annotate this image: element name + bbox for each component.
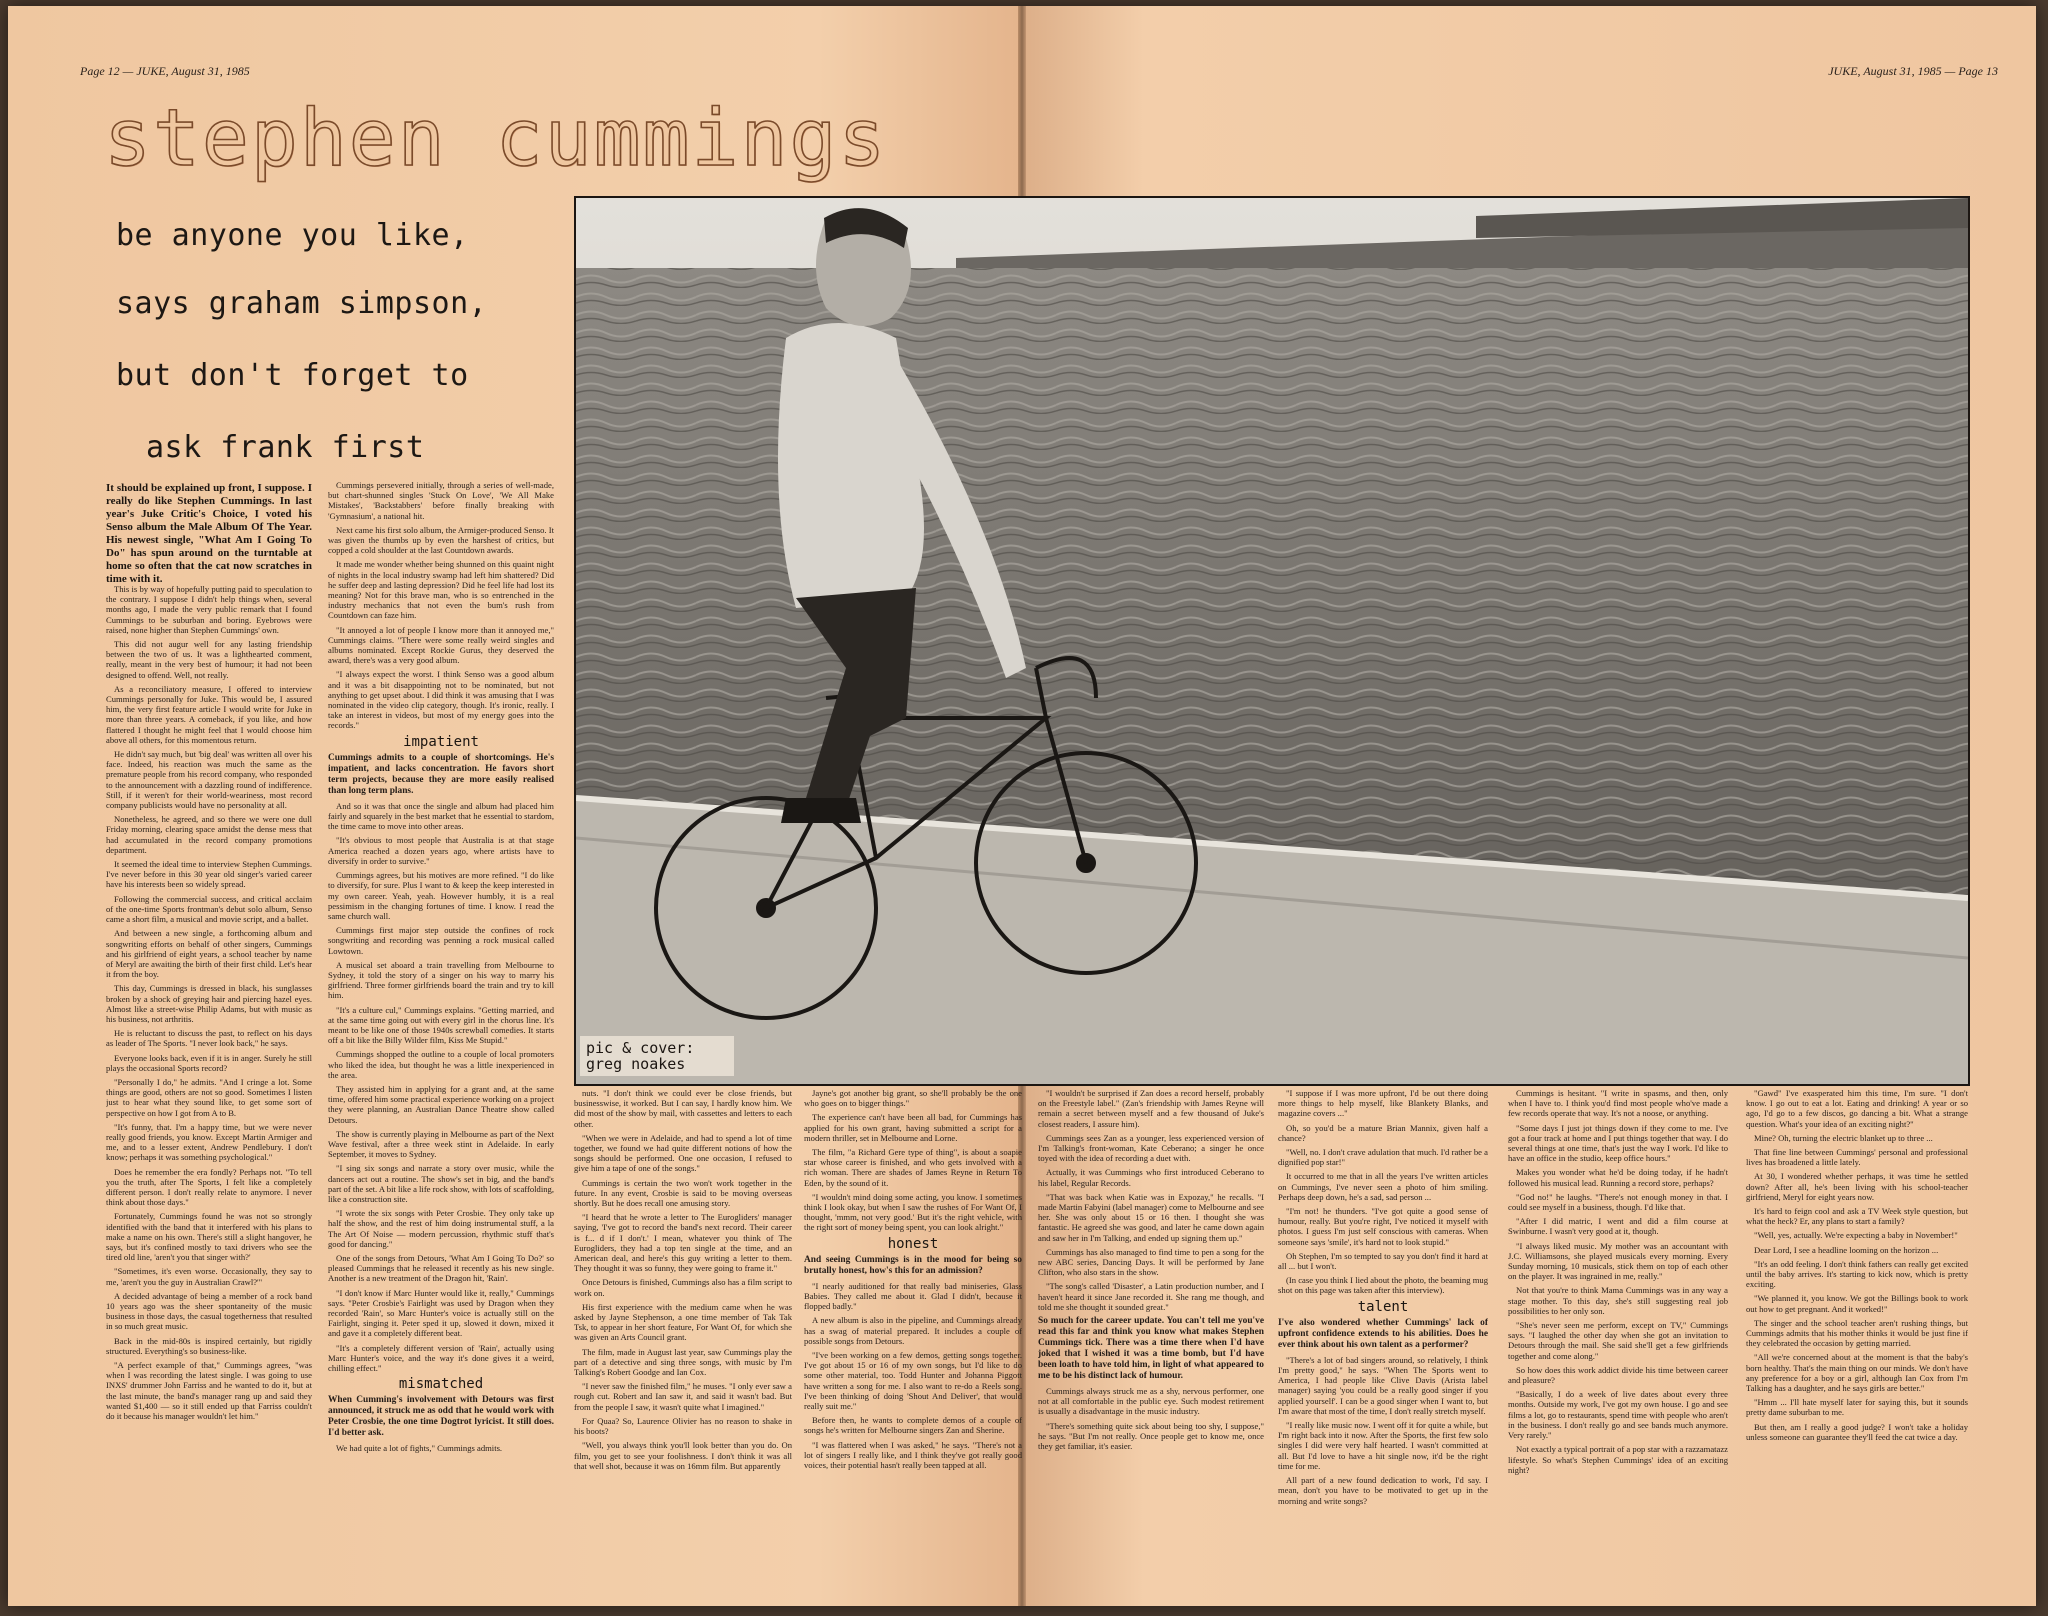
paragraph: Before then, he wants to complete demos of a couple of songs he's written for Melbourne singers Zan and Sherine. [804, 1415, 1022, 1436]
paragraph: "After I did matric, I went and did a film course at Swinburne. I wasn't very good at it, though. [1508, 1216, 1728, 1237]
paragraph: "Well, you always think you'll look better than you do. On film, you get to see your foolishness. I don't think it was all that well shot, because it was on 16mm film. But apparently [574, 1440, 792, 1471]
paragraph: Cummings shopped the outline to a couple of local promoters who liked the idea, but thought he was a little inexperienced in the area. [328, 1049, 554, 1080]
section-heading-honest: honest [887, 1235, 939, 1252]
dek-talent: I've also wondered whether Cummings' lack of upfront confidence extends to his abilities. Does he ever think about his own talent as a performer? [1278, 1317, 1488, 1350]
paragraph: Fortunately, Cummings found he was not so strongly identified with the band that it interfered with his plans to make a name on his own. There's still a slight hangover, he says, but it's confined mostly to taxi drivers who see the tired old line, 'aren't you that singer with?' [106, 1211, 312, 1263]
paragraph: He didn't say much, but 'big deal' was written all over his face. Indeed, his reaction was much the same as the premature people from his record company, who responded to the announcement with a dazzling round of indifference. Still, if it weren't for their world-weariness, most record company publicists would have no personality at all. [106, 749, 312, 811]
paragraph: "There's something quite sick about being too shy, I suppose," he says. "But I'm not really. Once people get to know me, once they get familiar, it's easier. [1038, 1420, 1264, 1452]
paragraph: For Quaa? So, Laurence Olivier has no reason to shake in his boots? [574, 1415, 792, 1437]
paragraph: Cummings first major step outside the confines of rock songwriting and recording was penning a rock musical called Lowtown. [328, 925, 554, 956]
paragraph: We had quite a lot of fights," Cummings admits. [336, 1443, 503, 1454]
paragraph: Back in the mid-80s is inspired certainly, but rigidly structured. Everything's so business-like. [106, 1335, 312, 1356]
paragraph: They assisted him in applying for a grant and, at the same time, offered him some practical experience working on a project they were planning, an Australian Dance Theatre show called Detours. [328, 1083, 554, 1125]
article-column-2 [328, 480, 554, 1590]
paragraph: His first experience with the medium came when he was asked by Jayne Stephenson, a one time member of Tak Tak Tsk, to appear in her short feature, For Want Of, for which she was given an Arts Council grant. [574, 1301, 792, 1343]
article-column-7 [1508, 1088, 1728, 1588]
dek-mismatched: When Cumming's involvement with Detours was first announced, it struck me as odd that he would work with Peter Crosbie, the one time Dogtrot lyricist. It still does. I'd better ask. [328, 1395, 554, 1439]
paragraph: But then, am I really a good judge? I won't take a holiday unless someone can guarantee they'll feed the cat twice a day. [1746, 1421, 1968, 1442]
paragraph: The film, "a Richard Gere type of thing", is about a soapie star whose career is finished, and who gets involved with a rich woman. There are shades of James Reyne in Return To Eden, by the sound of it. [804, 1147, 1022, 1188]
paragraph: nuts. "I don't think we could ever be close friends, but businesswise, it worked. But I can say, I hardly know him. We did most of the show by mail, with cassettes and letters to each other. [574, 1088, 792, 1129]
paragraph: Oh, so you'd be a mature Brian Mannix, given half a chance? [1278, 1122, 1488, 1143]
paragraph: Jayne's got another big grant, so she'll probably be the one who goes on to bigger things." [804, 1088, 1022, 1109]
paragraph: "I nearly auditioned for that really bad miniseries, Glass Babies. They called me about it. Glad I didn't, because it flopped badly." [804, 1280, 1022, 1312]
paragraph: "I always liked music. My mother was an accountant with J.C. Williamsons, she played musicals every morning. Every Sunday morning, 10 musicals, stick them on top of each other on the player. It was ingrained in me, really." [1508, 1240, 1728, 1282]
paragraph: "All we're concerned about at the moment is that the baby's born healthy. That's the main thing on our minds. We don't have any preference for a boy or a girl, although Ian Cox from I'm Talking has a daughter, and he says girls are better." [1746, 1352, 1968, 1394]
paragraph: Cummings agrees, but his motives are more refined. "I do like to diversify, for sure. Plus I want to & keep the keep interested in my own career. Yeah, yeah. However humbly, it is a real pessimism in the changing fortunes of time. I know. I read the same church wall. [328, 870, 554, 921]
subhead-line-1: be anyone you like, [116, 218, 469, 253]
subhead-line-4: ask frank first [146, 430, 425, 465]
paragraph: "A perfect example of that," Cummings agrees, "was when I was recording the latest single. I was going to use INXS' drummer John Farriss and he wanted to do it, but at the last minute, the band's manager rang up and said they wanted $1,400 — so it still ended up that Farriss couldn't do it because his manager wouldn't let him." [106, 1360, 312, 1422]
paragraph: Cummings sees Zan as a younger, less experienced version of I'm Talking's front-woman, Kate Ceberano; a singer he once toyed with the idea of recording a duet with. [1038, 1132, 1264, 1164]
paragraph: All part of a new found dedication to work, I'd say. I mean, don't you have to be motivated to get up in the morning and write songs? [1278, 1475, 1488, 1506]
paragraph: A new album is also in the pipeline, and Cummings already has a swag of material prepared. It includes a couple of possible songs from Detours. [804, 1315, 1022, 1346]
paragraph: "It's funny, that. I'm a happy time, but we were never really good friends, you know. Except Martin Armiger and me, and to a lesser extent, Andrew Pendlebury. I don't know; perhaps it was something psychological." [106, 1121, 312, 1163]
paragraph: Dear Lord, I see a headline looming on the horizon ... [1754, 1244, 1939, 1255]
paragraph: At 30, I wondered whether perhaps, it was time he settled down? After all, he's been living with his school-teacher girlfriend, Meryl for eight years now. [1746, 1171, 1968, 1202]
paragraph: Cummings always struck me as a shy, nervous performer, one not at all comfortable in the public eye. Such modest retirement is usually a disadvantage in the music industry. [1038, 1386, 1264, 1417]
headline: stephen cummings [104, 94, 888, 184]
paragraph: As a reconciliatory measure, I offered to interview Cummings personally for Juke. This would be, I assured him, the very first feature article I would write for Juke in more than three years. A comeback, if you like, and how flattered I thought he might feel that I would choose him above all others, for this momentous return. [106, 683, 312, 745]
paragraph: "I suppose if I was more upfront, I'd be out there doing more things to help myself, like Blankety Blanks, and magazine covers ..." [1278, 1088, 1488, 1119]
article-column-8 [1746, 1088, 1968, 1588]
paragraph: Cummings persevered initially, through a series of well-made, but chart-shunned singles 'Stuck On Love', 'We All Make Mistakes', 'Backstabbers' before finally breaking with 'Gymnasium', a national hit. [328, 480, 554, 521]
paragraph: "I never saw the finished film," he muses. "I only ever saw a rough cut. Robert and Ian saw it, and said it wasn't bad. But from the people I saw, it wasn't quite what I imagined." [574, 1381, 792, 1412]
paragraph: Mine? Oh, turning the electric blanket up to three ... [1754, 1132, 1933, 1143]
paragraph: "It's obvious to most people that Australia is at that stage America reached a dozen years ago, where artists have to diversify in order to survive." [328, 835, 554, 866]
cover-photo [574, 196, 1970, 1086]
paragraph: A musical set aboard a train travelling from Melbourne to Sydney, it told the story of a singer on his way to marry his girlfriend. Three former girlfriends board the train and try to kill him. [328, 959, 554, 1001]
paragraph: The film, made in August last year, saw Cummings play the part of a detective and sing three songs, with music by I'm Talking's Robert Goodge and Ian Cox. [574, 1346, 792, 1378]
paragraph: "That was back when Katie was in Expozay," he recalls. "I made Martin Fabyini (label manager) come to Melbourne and see her. She was only about 15 or 16 then. I thought she was fantastic. He agreed she was good, and later he came down again and saw her in I'm Talking, and ended up signing them up." [1038, 1191, 1264, 1243]
paragraph: So how does this work addict divide his time between career and pleasure? [1508, 1364, 1728, 1386]
article-column-3 [574, 1088, 792, 1588]
paragraph: "I'm not! he thunders. "I've got quite a good sense of humour, really. But you're right, I've noticed it myself with photos. I guess I'm just self conscious with cameras. When someone says 'smile', it's hard not to look stupid." [1278, 1206, 1488, 1247]
paragraph: Next came his first solo album, the Armiger-produced Senso. It was given the thumbs up by even the harshest of critics, but copped a cold shoulder at the last Countdown awards. [328, 524, 554, 556]
paragraph: Cummings is hesitant. "I write in spasms, and then, only when I have to. I think you'd find most people who've made a few records operate that way. It's not a noose, or anything. [1508, 1088, 1728, 1119]
paragraph: Cummings is certain the two won't work together in the future. In any event, Crosbie is said to be moving overseas shortly. But he does recall one amusing story. [574, 1177, 792, 1209]
newspaper-spread [8, 6, 2036, 1606]
paragraph: That fine line between Cummings' personal and professional lives has broadened a little lately. [1746, 1147, 1968, 1168]
paragraph: "When we were in Adelaide, and had to spend a lot of time together, we found we had quite different notions of how the songs should be performed. One one occasion, I refused to give him a tape of one of the songs." [574, 1132, 792, 1174]
credit-line-2: greg noakes [586, 1055, 686, 1073]
paragraph: "I really like music now. I went off it for quite a while, but I'm right back into it now. After the Sports, the first few solo singles I did were very half hearted. I wasn't committed at all. But I'd love to have a hit single now, it'd be the right time for me. [1278, 1420, 1488, 1471]
paragraph: (In case you think I lied about the photo, the beaming mug shot on this page was taken after this interview). [1278, 1275, 1488, 1296]
paragraph: A decided advantage of being a member of a rock band 10 years ago was the sheer spontaneity of the music business in those days, the casual togetherness that resulted in so much great music. [106, 1290, 312, 1332]
paragraph: "It's an odd feeling. I don't think fathers can really get excited until the baby arrives. It's starting to kick now, which is pretty exciting. [1746, 1258, 1968, 1290]
article-column-4 [804, 1088, 1022, 1588]
paragraph: The show is currently playing in Melbourne as part of the Next Wave festival, after a three week stint in Adelaide. In early September, it moves to Sydney. [328, 1128, 554, 1160]
paragraph: It occurred to me that in all the years I've written articles on Cummings, I've never seen a photo of him smiling. Perhaps deep down, he's a sad, sad person ... [1278, 1171, 1488, 1202]
paragraph: "I sing six songs and narrate a story over music, while the dancers act out a routine. The show's set in big, and the band's part of the set. A bit like a life rock show, with lots of scaffolding, like a construction site. [328, 1163, 554, 1204]
paragraph: Oh Stephen, I'm so tempted to say you don't find it hard at all ... but I won't. [1278, 1250, 1488, 1272]
paragraph: "I've been working on a few demos, getting songs together. I've got about 15 or 16 of my own songs, but I'd like to do some other material, too. Todd Hunter and Johanna Piggott have written a song for me. I also want to re-do a Reels song. I've been thinking of doing 'Shout And Deliver', that would really suit me." [804, 1350, 1022, 1412]
paragraph: "Well, no. I don't crave adulation that much. I'd rather be a dignified pop star!" [1278, 1147, 1488, 1168]
paragraph: Makes you wonder what he'd be doing today, if he hadn't followed his musical lead. Running a record store, perhaps? [1508, 1167, 1728, 1188]
paragraph: "She's never seen me perform, except on TV," Cummings says. "I laughed the other day when she got an invitation to Detours through the mail. She said she'll get a few girlfriends together and come along." [1508, 1320, 1728, 1361]
paragraph: "I wrote the six songs with Peter Crosbie. They only take up half the show, and the rest of him doing instrumental stuff, a la The Art Of Noise — modern percussion, rhythmic stuff that's good for dancing." [328, 1208, 554, 1249]
dek-impatient: Cummings admits to a couple of shortcomings. He's impatient, and lacks concentration. He favors short term projects, because they are more easily realised than long term plans. [328, 752, 554, 796]
paragraph: Once Detours is finished, Cummings also has a film script to work on. [574, 1277, 792, 1298]
paragraph: This is by way of hopefully putting paid to speculation to the contrary. I suppose I didn't help things when, several months ago, I made the very public remark that I found Cummings to be suburban and boring. Eyebrows were raised, none higher than Stephen Cummings' own. [106, 584, 312, 635]
dek-career-update: So much for the career update. You can't tell me you've read this far and think you know what makes Stephen Cummings tick. There was a time there when I'd have joked that I wished it was a time bomb, but I'd have been loath to have told him, in light of what appeared to me to be his distinct lack of humour. [1038, 1316, 1264, 1382]
paragraph: It made me wonder whether being shunned on this quaint night of nights in the local industry swamp had left him shattered? Did he suffer deep and lasting depression? Did he feel life had lost its meaning? Not for this brave man, who is so entrenched in the industry mechanics that not even the bum's rush from Countdown can faze him. [328, 559, 554, 621]
paragraph: "The song's called 'Disaster', a Latin production number, and I haven't heard it since Jane recorded it. She rang me though, and told me she thought it sounded great." [1038, 1281, 1264, 1312]
paragraph: "I always expect the worst. I think Senso was a good album and it was a bit disappointing not to be nominated, but not anything to get upset about. I did think it was amusing that I was nominated in the video clip category, though. It's ironic, really. I take an interest in videos, but most of my energy goes into the records." [328, 669, 554, 731]
paragraph: It seemed the ideal time to interview Stephen Cummings. I've never before in this 30 year old singer's varied career have his interests been so widely spread. [106, 859, 312, 890]
paragraph: The singer and the school teacher aren't rushing things, but Cummings admits that his mother thinks it would be just fine if they celebrated the occasion by getting married. [1746, 1317, 1968, 1349]
paragraph: "I was flattered when I was asked," he says. "There's not a lot of singers I really like, and I think they've got really good voices, their potential hasn't really been tapped at all. [804, 1439, 1022, 1471]
paragraph: It's hard to feign cool and ask a TV Week style question, but what the heck? Er, any plans to start a family? [1746, 1206, 1968, 1227]
paragraph: Actually, it was Cummings who first introduced Ceberano to his label, Regular Records. [1038, 1167, 1264, 1188]
paragraph: "God no!" he laughs. "There's not enough money in that. I could see myself in a business, though. I'd like that. [1508, 1191, 1728, 1213]
paragraph: "It's a completely different version of 'Rain', actually using Marc Hunter's voice, and the way it's done gives it a weird, chilling effect." [328, 1342, 554, 1374]
paragraph: "Gawd" I've exasperated him this time, I'm sure. "I don't know. I go out to eat a lot. Eating and drinking! A year or so ago, I'd go to a few discos, go dancing a bit. What a strange question. What's your idea of an exciting night?" [1746, 1088, 1968, 1129]
paragraph: Nonetheless, he agreed, and so there we were one dull Friday morning, clearing space amidst the dense mess that had accumulated in the record company promotions department. [106, 814, 312, 855]
intro-paragraph: It should be explained up front, I suppose. I really do like Stephen Cummings. In last year's Juke Critic's Choice, I voted his Senso album the Male Album Of The Year. His newest single, "What Am I Going To Do" has spun around on the turntable at home so often that the cat now scratches in time with it. [106, 482, 312, 585]
paragraph: "Personally I do," he admits. "And I cringe a lot. Some things are good, others are not so good. Sometimes I listen just to hear what they sound like, to get some sort of perspective on how I got from A to B. [106, 1076, 312, 1118]
paragraph: And so it was that once the single and album had placed him fairly and squarely in the best market that he essential to stardom, the time came to move into other areas. [328, 800, 554, 832]
paragraph: "Basically, I do a week of live dates about every three months. Outside my work, I've got my own house. I go and see films a lot, go to restaurants, spend time with people who aren't in the business. I don't really go and see bands much anymore. Very rarely." [1508, 1389, 1728, 1441]
paragraph: The experience can't have been all bad, for Cummings has applied for his own grant, having submitted a script for a modern thriller, set in Melbourne and Lorne. [804, 1112, 1022, 1143]
article-column-1 [106, 584, 312, 1574]
article-column-5 [1038, 1088, 1264, 1588]
subhead-line-3: but don't forget to [116, 358, 469, 393]
paragraph: Not exactly a typical portrait of a pop star with a razzamatazz lifestyle. So what's Stephen Cummings' idea of an exciting night? [1508, 1444, 1728, 1475]
cyclist-photo-illustration [576, 198, 1968, 1084]
paragraph: This did not augur well for any lasting friendship between the two of us. It was a lighthearted comment, really, meant in the very best of humour; it had not been designed to offend. Well, not really. [106, 639, 312, 680]
paragraph: "Some days I just jot things down if they come to me. I've got a four track at home and I put things together that way. I do several things at one time, that's just the way I work. I'd like to have an office in the studio, keep office hours." [1508, 1122, 1728, 1164]
paragraph: "It annoyed a lot of people I know more than it annoyed me," Cummings claims. "There were some really weird singles and albums nominated. Except Rockie Gurus, they deserved the award, there's was a very good album. [328, 624, 554, 666]
paragraph: Everyone looks back, even if it is in anger. Surely he still plays the occasional Sports record? [106, 1052, 312, 1073]
section-heading-talent: talent [1357, 1298, 1409, 1315]
section-heading-impatient: impatient [403, 733, 479, 750]
paragraph: "It's a culture cul," Cummings explains. "Getting married, and at the same time going out with every girl in the chorus line. It's meant to be like one of those 1940s screwball comedies. It starts off a bit like the Billy Wilder film, Kiss Me Stupid." [328, 1004, 554, 1046]
paragraph: Following the commercial success, and critical acclaim of the one-time Sports frontman's debut solo album, Senso came a short film, a musical and movie script, and a ballet. [106, 893, 312, 925]
folio-left: Page 12 — JUKE, August 31, 1985 [80, 64, 250, 78]
paragraph: Cummings has also managed to find time to pen a song for the new ABC series, Dancing Days. It will be performed by Jane Clifton, who also stars in the show. [1038, 1246, 1264, 1278]
paragraph: "I heard that he wrote a letter to The Eurogliders' manager saying, 'I've got to record the band's next record. Their career is f... d if I don't.' I mean, whatever you think of The Eurogliders, they had a top ten single at the time, and an American deal, and here's this guy writing a letter to them. They thought it was so funny, they were going to frame it." [574, 1212, 792, 1274]
article-column-6 [1278, 1088, 1488, 1588]
paragraph: One of the songs from Detours, 'What Am I Going To Do?' so pleased Cummings that he released it recently as his new single. Another is a new treatment of the Dragon hit, 'Rain'. [328, 1253, 554, 1284]
paragraph: Does he remember the era fondly? Perhaps not. "To tell you the truth, after The Sports, I felt like a completely different person. I don't really relate to anymore. I never think about those days." [106, 1166, 312, 1208]
paragraph: "Hmm ... I'll hate myself later for saying this, but it sounds pretty dame suburban to me. [1746, 1397, 1968, 1418]
paragraph: "I don't know if Marc Hunter would like it, really," Cummings says. "Peter Crosbie's Fairlight was used by Dragon when they recorded 'Rain', so Marc Hunter's voice is actually still on the Fairlight, singing it. Peter sped it up, slowed it down, mixed it and gave it a completely different beat. [328, 1287, 554, 1339]
paragraph: He is reluctant to discuss the past, to reflect on his days as leader of The Sports. "I never look back," he says. [106, 1028, 312, 1049]
paragraph: "I wouldn't be surprised if Zan does a record herself, probably on the Freestyle label." (Zan's friendship with James Reyne will remain a secret between myself and a few thousand of Juke's closest readers, I assure him). [1038, 1088, 1264, 1129]
paragraph: "Well, yes, actually. We're expecting a baby in November!" [1754, 1230, 1958, 1241]
paragraph: And between a new single, a forthcoming album and songwriting efforts on behalf of other singers, Cummings and his girlfriend of eight years, a school teacher by name of Meryl are awaiting the birth of their first child. Let's hear it from the boy. [106, 928, 312, 980]
subhead-line-2: says graham simpson, [116, 286, 488, 321]
paragraph: Not that you're to think Mama Cummings was in any way a stage mother. To this day, she's still suggesting real job possibilities to her only son. [1508, 1285, 1728, 1316]
paragraph: This day, Cummings is dressed in black, his sunglasses broken by a shock of greying hair and piercing hazel eyes. Almost like a street-wise Philip Adams, but with music as his business, not arthritis. [106, 983, 312, 1024]
dek-honest: And seeing Cummings is in the mood for being so brutally honest, how's this for an admission? [804, 1254, 1022, 1276]
paragraph: "Sometimes, it's even worse. Occasionally, they say to me, 'aren't you the guy in Australian Crawl?'" [106, 1266, 312, 1287]
credit-line-1: pic & cover: [586, 1039, 695, 1057]
section-heading-mismatched: mismatched [398, 1376, 484, 1393]
paragraph: "We planned it, you know. We got the Billings book to work out how to get pregnant. And it worked!" [1746, 1293, 1968, 1314]
folio-right: JUKE, August 31, 1985 — Page 13 [1828, 64, 1998, 78]
paragraph: "There's a lot of bad singers around, so relatively, I think I'm pretty good," he says. "When The Sports went to America, I had people like Clive Davis (Arista label manager) saying 'you could be a really good singer if you applied yourself'. I can be a good singer when I want to, but I'm aware that most of the time, I don't really stretch myself. [1278, 1354, 1488, 1416]
photo-credit [580, 1036, 734, 1076]
paragraph: "I wouldn't mind doing some acting, you know. I sometimes think I look okay, but when I saw the rushes of For Want Of, I thought, 'mmm, not very good.' But it's the right vehicle, with the right sort of money being spent, you can look alright." [804, 1191, 1022, 1233]
